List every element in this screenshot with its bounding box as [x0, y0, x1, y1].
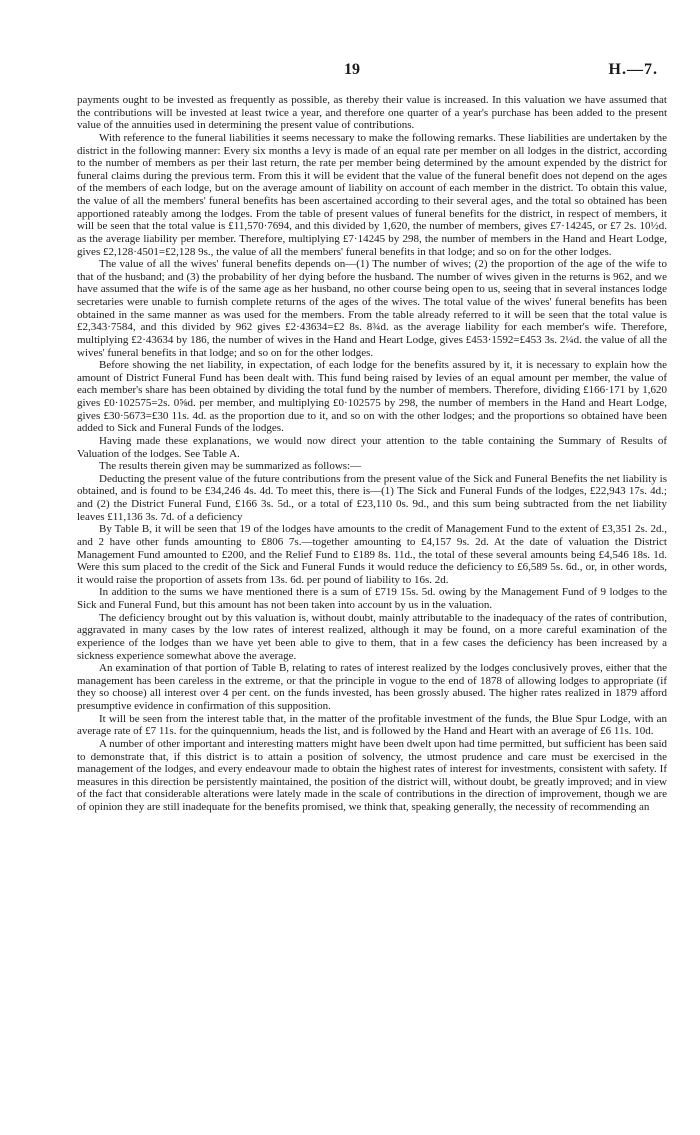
paragraph-results: The results therein given may be summarized as follows:— [99, 460, 362, 473]
paragraph-addition: In addition to the sums we have mentioned there is a sum of £719 15s. 5d. owing by the Management Fund of 9 lodges to the Sick and Funeral Fund, but this amount has not been taken into account by us in the valuation. [77, 586, 667, 611]
paragraph-having-made: Having made these explanations, we would now direct your attention to the table containing the Summary of Results of Valuation of the lodges. See Table A. [77, 434, 667, 460]
paragraph-other-matters: A number of other important and interesting matters might have been dwelt upon had time permitted, but sufficient has been said to demonstrate that, if this district is to attain a position of solvency, the utmost prudence and care must be exercised in the management of the lodges, and every endeavour made to obtain the highest rates of interest for investments, consistent with safety. If measures in this direction be persistently maintained, the position of the district will, without doubt, be greatly improved; and in view of the fact that considerable alterations were lately made in the scale of contributions in the direction of improvement, though we are of opinion they are still inadequate for the benefits promised, we think that, speaking generally, the necessity of recommending an [77, 737, 667, 813]
paragraph-table-b: By Table B, it will be seen that 19 of the lodges have amounts to the credit of Management Fund to the extent of £3,351 2s. 2d., and 2 have other funds amounting to £806 7s.—together amounting to £4,157 9s. 2d. At the date of valuation the District Management Fund amounted to £200, and the Relief Fund to £189 8s. 11d., the total of these several amounts being £4,546 18s. 1d. Were this sum placed to the credit of the Sick and Funeral Funds it would reduce the deficiency to £6,589 5s. 6d., or, in other words, it would raise the proportion of assets from 13s. 6d. per pound of liability to 16s. 2d. [77, 523, 667, 586]
paragraph-deducting: Deducting the present value of the future contributions from the present value of the Sick and Funeral Benefits the net liability is obtained, and is found to be £34,246 4s. 4d. To meet this, there is—(1) The Sick and Funeral Funds of the lodges, £22,943 17s. 4d.; and (2) the District Funeral Fund, £166 3s. 5d., or a total of £23,110 0s. 9d., and this sum being subtracted from the net liability leaves £11,136 3s. 7d. of a deficiency [77, 472, 667, 523]
paragraph-deficiency: The deficiency brought out by this valuation is, without doubt, mainly attributable to the inadequacy of the rates of contribution, aggravated in many cases by the low rates of interest realized, although it may be found, on a more careful examination of the experience of the lodges than we have yet been able to give to them, that in a few cases the deficiency has been increased by a sickness experience somewhat above the average. [77, 611, 667, 662]
document-series-id: H.—7. [608, 61, 658, 78]
paragraph-funeral-liabilities: With reference to the funeral liabilities it seems necessary to make the following remarks. These liabilities are undertaken by the district in the following manner: Every six months a levy is made of an equal rate per member on all lodges in the district, according to the number of members as per their last return, the rate per member being determined by the amount expended by the district for funeral claims during the previous term. From this it will be evident that the value of the funeral benefit does not depend on the ages of the members of each lodge, but on the average amount of liability on account of each member in the district. To obtain this value, the value of all the members' funeral benefits has been ascertained according to their several ages, and the total so obtained has been apportioned rateably among the lodges. From the table of present values of funeral benefits for the district, in respect of members, it will be seen that the total value is £11,570·7694, and this divided by 1,620, the number of members, gives £7·14245, or £7 2s. 10½d. as the average liability per member. Therefore, multiplying £7·14245 by 298, the number of members in the Hand and Heart Lodge, gives £2,128·4501=£2,128 9s., the value of all the members' funeral benefits in that lodge; and so on for the other lodges. [77, 131, 667, 258]
page-number: 19 [344, 61, 360, 78]
paragraph-net-liability: Before showing the net liability, in expectation, of each lodge for the benefits assured by it, it is necessary to explain how the amount of District Funeral Fund has been dealt with. This fund being raised by levies of an equal amount per member, the value of each member's share has been obtained by dividing the total fund by the number of members. Therefore, dividing £166·171 by 1,620 gives £0·102575=2s. 0⅝d. per member, and multiplying £0·102575 by 298, the number of members in the Hand and Heart Lodge, gives £30·5673=£30 11s. 4d. as the proportion due to it, and so on with the other lodges; and the proportions so obtained have been added to Sick and Funeral Funds of the lodges. [77, 359, 667, 435]
paragraph-continued: payments ought to be invested as frequently as possible, as thereby their value is increased. In this valuation we have assumed that the contributions will be invested at least twice a year, and therefore one quarter of a year's purchase has been added to the present value of the annuities used in determining the present value of contributions. [77, 94, 667, 132]
paragraph-interest-table: It will be seen from the interest table that, in the matter of the profitable investment of the funds, the Blue Spur Lodge, with an average rate of £7 11s. for the quinquennium, heads the list, and is followed by the Hand and Heart with an average of £6 11s. 10d. [77, 712, 667, 738]
body-text [77, 94, 667, 814]
paragraph-examination: An examination of that portion of Table B, relating to rates of interest realized by the lodges conclusively proves, either that the management has been careless in the extreme, or that the principle in vogue to the end of 1878 of allowing lodges to appropriate (if they so choose) all interest over 4 per cent. on the funds invested, has been grossly abused. The higher rates realized in 1879 afford presumptive evidence in confirmation of this supposition. [77, 662, 667, 712]
paragraph-wives-benefits: The value of all the wives' funeral benefits depends on—(1) The number of wives; (2) the proportion of the age of the wife to that of the husband; and (3) the probability of her dying before the husband. The number of wives given in the returns is 962, and we have assumed that the wife is of the same age as her husband, no other course being open to us, seeing that in several instances lodge secretaries were unable to furnish complete returns of the ages of the wives. The total value of the wives' funeral benefits has been obtained in the same manner as was used for the members. From the table already referred to it will be seen that the total value is £2,343·7584, and this divided by 962 gives £2·43634=£2 8s. 8¾d. as the average liability for each member's wife. Therefore, multiplying £2·43634 by 186, the number of wives in the Hand and Heart Lodge, gives £453·1592=£453 3s. 2¼d. the value of all the wives' funeral benefits in that lodge; and so on for the other lodges. [77, 258, 667, 359]
